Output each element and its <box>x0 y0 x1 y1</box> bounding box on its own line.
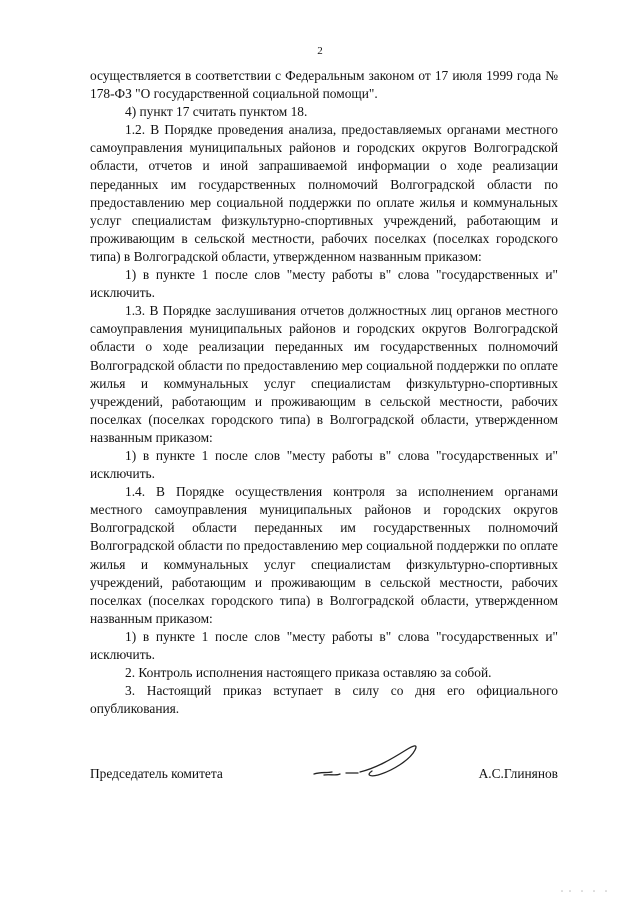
signatory-title: Председатель комитета <box>90 766 223 781</box>
paragraph-section-1-4-item-1: 1) в пункте 1 после слов "месту работы в" слова "государственных и" исключить. <box>90 628 558 662</box>
paragraph-section-1-2: 1.2. В Порядке проведения анализа, предоставляемых органами местного самоуправления муниципальных районов и городских округов Волгоградской области, отчетов и иной запрашиваемой информации о ходе реализации переданных им государственных полномочий Волгоградской области по предоставлению мер социальной поддержки по оплате жилья и коммунальных услуг специалистам физкультурно-спортивных учреждений, работающим и проживающим в сельской местности, рабочих поселках (поселках городского типа) в Волгоградской области, утвержденном названным приказом: <box>90 122 558 264</box>
document-body <box>90 67 558 718</box>
paragraph-section-1-4: 1.4. В Порядке осуществления контроля за исполнением органами местного самоуправления муниципальных районов и городских округов Волгоградской области переданных им государственных полномочий Волгоградской области по предоставлению мер социальной поддержки по оплате жилья и коммунальных услуг специалистам физкультурно-спортивных учреждений, работающим и проживающим в сельской местности, рабочих поселках (поселках городского типа) в Волгоградской области, утвержденном названным приказом: <box>90 484 558 626</box>
paragraph-section-1-3-item-1: 1) в пункте 1 после слов "месту работы в" слова "государственных и" исключить. <box>90 447 558 482</box>
handwritten-signature <box>306 738 426 788</box>
paragraph-section-3: 3. Настоящий приказ вступает в силу со дня его официального опубликования. <box>90 683 558 717</box>
paragraph-section-1-2-item-1: 1) в пункте 1 после слов "месту работы в" слова "государственных и" исключить. <box>90 267 558 301</box>
paragraph-section-2: 2. Контроль исполнения настоящего приказа оставляю за собой. <box>125 665 492 681</box>
paragraph-item-4: 4) пункт 17 считать пунктом 18. <box>125 104 308 120</box>
paragraph-section-1-3: 1.3. В Порядке заслушивания отчетов должностных лиц органов местного самоуправления муниципальных районов и городских округов Волгоградской области о ходе реализации переданных им государственных полномочий Волгоградской области по предоставлению мер социальной поддержки по оплате жилья и коммунальных услуг специалистам физкультурно-спортивных учреждений, работающим и проживающим в сельской местности, рабочих поселках (поселках городского типа) в Волгоградской области, утвержденном названным приказом: <box>90 303 558 445</box>
signatory-name: А.С.Глинянов <box>478 766 558 781</box>
paragraph-continuation: осуществляется в соответствии с Федеральным законом от 17 июля 1999 года № 178-ФЗ "О государственной социальной помощи". <box>90 68 558 102</box>
scan-artifact-dots <box>560 888 610 894</box>
page-number: 2 <box>317 45 323 57</box>
